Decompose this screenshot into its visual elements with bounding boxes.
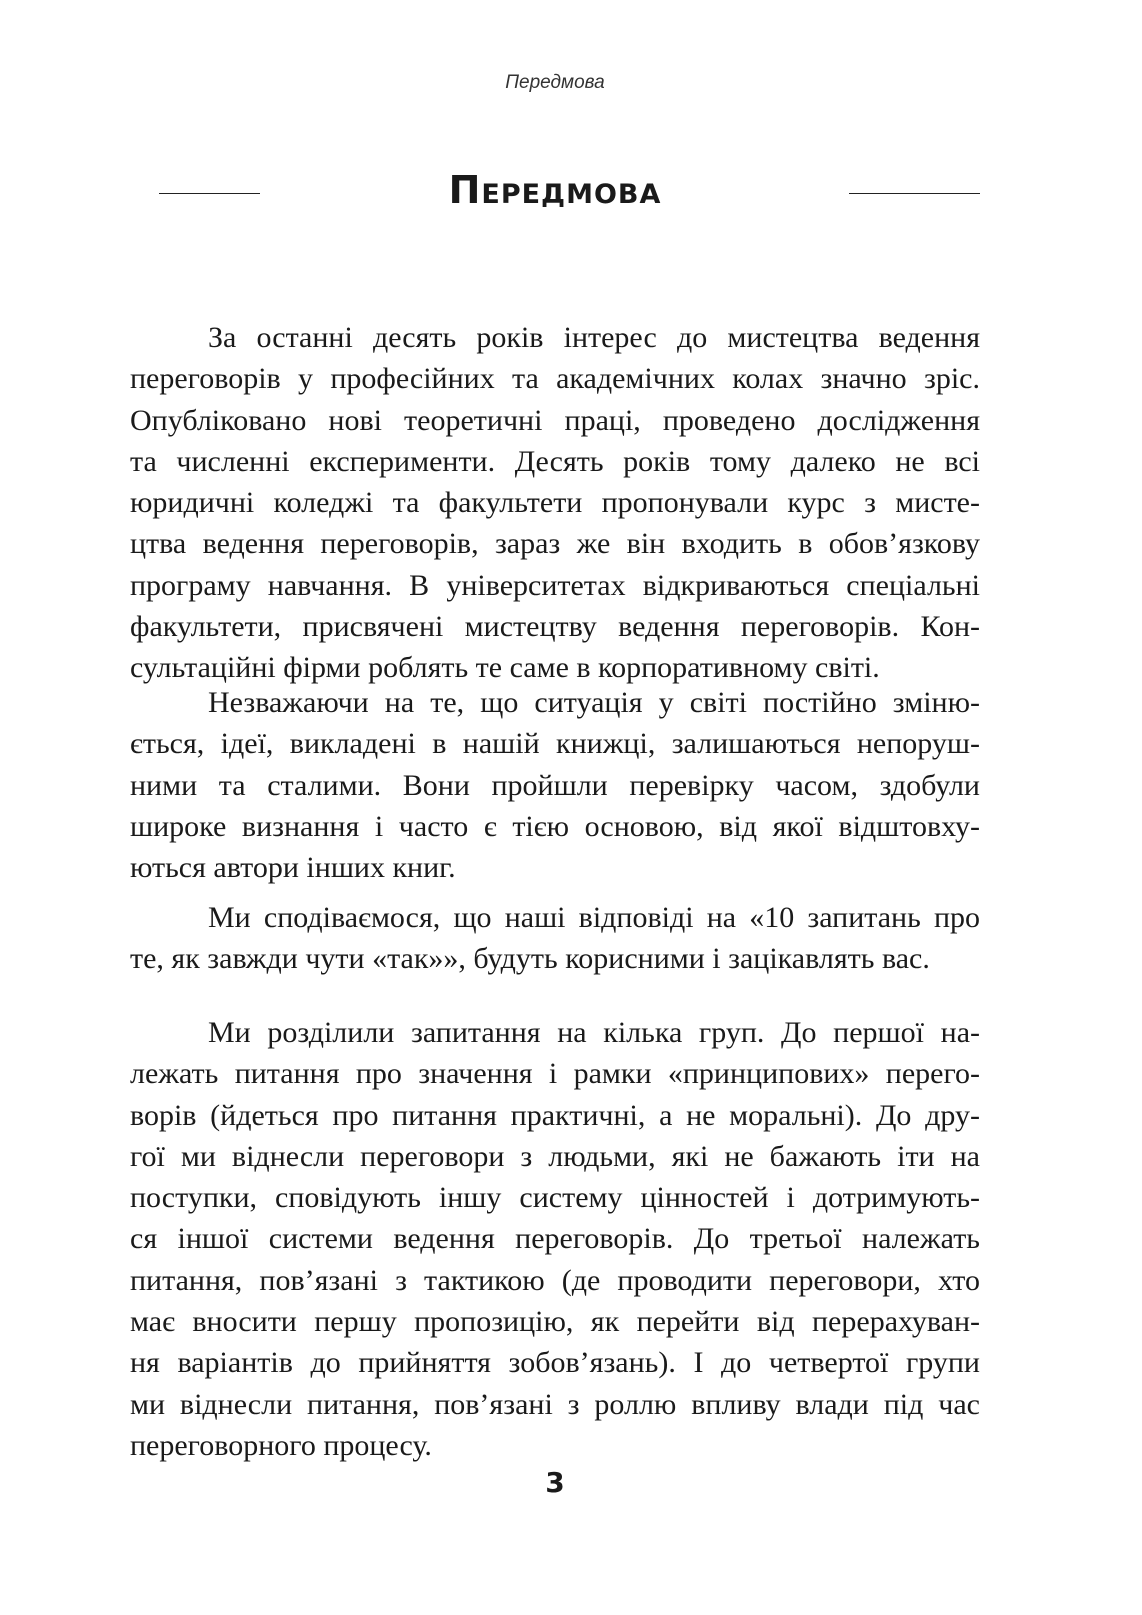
paragraph-1 <box>130 317 980 689</box>
text-line: те, як завжди чути «так»», будуть корисними і зацікавлять вас. <box>130 942 930 976</box>
text-line: лежать питання про значення і рамки «принципових» перего- <box>130 1057 980 1091</box>
text-line: має вносити першу пропозицію, як перейти від перерахуван- <box>130 1305 980 1339</box>
paragraph-4 <box>130 1012 980 1466</box>
text-line: переговорного процесу. <box>130 1428 432 1462</box>
text-line: переговорів у професійних та академічних колах значно зріс. <box>130 362 980 396</box>
page-title: Передмова <box>448 168 662 212</box>
text-line: широке визнання і часто є тією основою, від якої відштовху- <box>130 809 980 843</box>
text-line: та численні експерименти. Десять років тому далеко не всі <box>130 444 980 478</box>
text-line: За останні десять років інтерес до мистецтва ведення <box>208 321 980 354</box>
paragraph-3 <box>130 897 980 980</box>
title-rule-right <box>849 193 980 194</box>
text-line: Ми розділили запитання на кілька груп. До першої на- <box>208 1016 980 1049</box>
text-line: поступки, сповідують іншу систему цінностей і дотримують- <box>130 1181 980 1215</box>
page-number: 3 <box>545 1466 565 1499</box>
text-line: юридичні коледжі та факультети пропонували курс з мисте- <box>130 486 980 520</box>
text-line: ня варіантів до прийняття зобов’язань). І до четвертої групи <box>130 1346 980 1380</box>
text-line: Ми сподіваємося, що наші відповіді на «10 запитань про <box>208 901 980 934</box>
text-line: ворів (йдеться про питання практичні, а не моральні). До дру- <box>130 1098 980 1132</box>
paragraph-2 <box>130 682 980 888</box>
text-line: ється, ідеї, викладені в нашій книжці, залишаються непоруш- <box>130 727 980 761</box>
text-line: програму навчання. В університетах відкриваються спеціальні <box>130 568 980 602</box>
text-line: Незважаючи на те, що ситуація у світі постійно зміню- <box>208 686 980 719</box>
text-line: ються автори інших книг. <box>130 851 456 885</box>
text-line: гої ми віднесли переговори з людьми, які не бажають іти на <box>130 1139 980 1173</box>
text-line: Опубліковано нові теоретичні праці, проведено дослідження <box>130 403 980 437</box>
text-line: ми віднесли питання, пов’язані з роллю впливу влади під час <box>130 1387 980 1421</box>
text-line: питання, пов’язані з тактикою (де проводити переговори, хто <box>130 1263 980 1297</box>
text-line: ними та сталими. Вони пройшли перевірку часом, здобули <box>130 768 980 802</box>
text-line: факультети, присвячені мистецтву ведення переговорів. Кон- <box>130 610 980 644</box>
text-line: цтва ведення переговорів, зараз же він входить в обов’язкову <box>130 527 980 561</box>
text-line: ся іншої системи ведення переговорів. До третьої належать <box>130 1222 980 1256</box>
running-header: Передмова <box>505 72 605 93</box>
text-line: сультаційні фірми роблять те саме в корпоративному світі. <box>130 651 880 685</box>
